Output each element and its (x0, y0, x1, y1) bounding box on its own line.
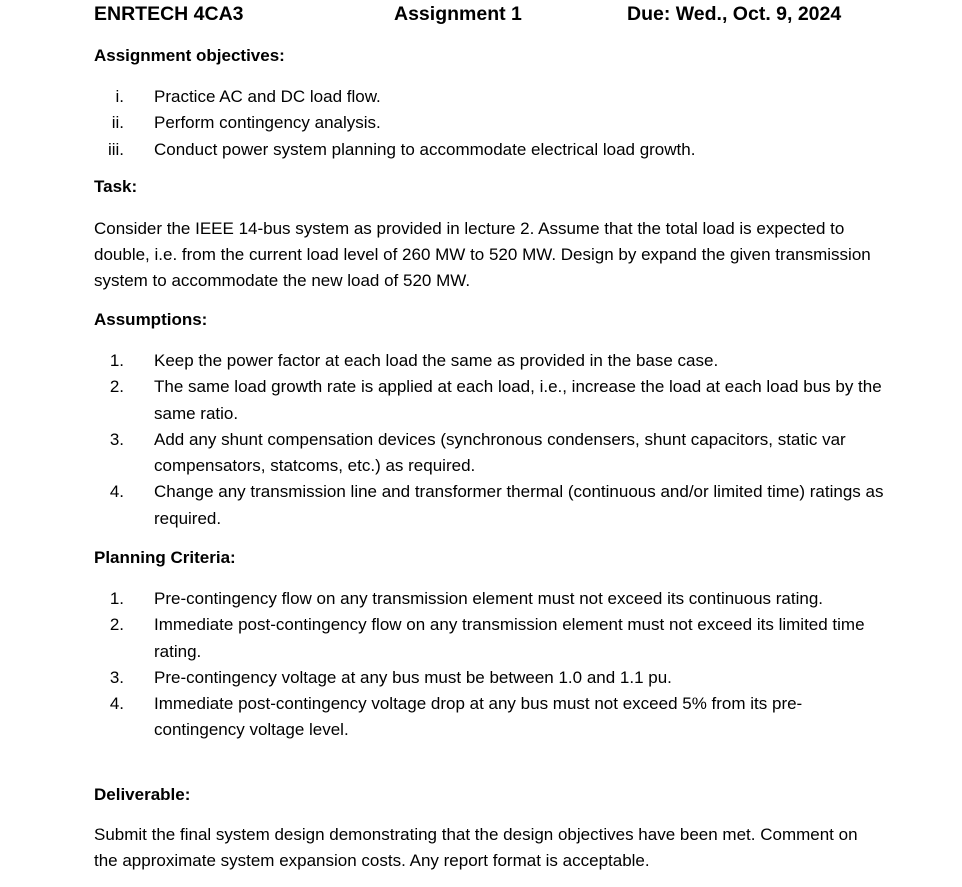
list-item-text: Immediate post-contingency voltage drop at any bus must not exceed 5% from its pre-contingency voltage level. (154, 694, 803, 740)
list-item (94, 348, 884, 374)
list-item-text: Change any transmission line and transformer thermal (continuous and/or limited time) ratings as required. (154, 482, 884, 528)
assumptions-list (94, 348, 884, 532)
list-marker: 3. (109, 667, 124, 687)
course-code: ENRTECH 4CA3 (94, 3, 244, 25)
list-item-text: Keep the power factor at each load the same as provided in the base case. (154, 351, 719, 370)
list-item-text: Add any shunt compensation devices (synchronous condensers, shunt capacitors, static var compensators, statcoms, etc.) as required. (154, 429, 846, 476)
document-header (94, 3, 894, 29)
list-item-text: Perform contingency analysis. (154, 113, 381, 133)
list-marker: 1. (109, 589, 124, 608)
assumptions-heading: Assumptions: (94, 310, 208, 329)
list-marker: 2. (109, 615, 124, 635)
list-marker: 4. (109, 482, 124, 502)
deliverable-paragraph: Submit the final system design demonstrating that the design objectives have been met. Comment on the approximate system expansion costs. Any report format is acceptable. (94, 825, 858, 870)
list-item-text: Conduct power system planning to accommodate electrical load growth. (154, 139, 696, 159)
list-item (94, 374, 884, 427)
list-item (94, 427, 884, 480)
list-item (94, 84, 884, 110)
list-marker: 4. (109, 694, 124, 714)
list-item (94, 586, 884, 612)
deliverable-heading: Deliverable: (94, 785, 191, 804)
list-item (94, 137, 884, 163)
list-item (94, 479, 884, 532)
list-item-text: Practice AC and DC load flow. (154, 87, 381, 106)
task-paragraph: Consider the IEEE 14-bus system as provided in lecture 2. Assume that the total load is expected to double, i.e. from the current load level of 260 MW to 520 MW. Design by expand the given transmission system to accommodate the new load of 520 MW. (94, 219, 871, 290)
list-item-text: Immediate post-contingency flow on any transmission element must not exceed its limited time rating. (154, 615, 865, 661)
list-item (94, 110, 884, 136)
criteria-heading: Planning Criteria: (94, 548, 236, 567)
list-item-text: Pre-contingency flow on any transmission element must not exceed its continuous rating. (154, 589, 824, 608)
list-marker: i. (115, 87, 124, 106)
list-item-text: Pre-contingency voltage at any bus must be between 1.0 and 1.1 pu. (154, 667, 672, 687)
list-marker: 1. (109, 351, 124, 370)
list-item (94, 612, 884, 665)
objectives-heading: Assignment objectives: (94, 46, 285, 65)
list-item-text: The same load growth rate is applied at each load, i.e., increase the load at each load bus by the same ratio. (154, 377, 882, 423)
assignment-title: Assignment 1 (394, 3, 522, 25)
list-item (94, 691, 884, 744)
criteria-list (94, 586, 884, 744)
due-date: Due: Wed., Oct. 9, 2024 (627, 3, 842, 25)
list-marker: 3. (109, 429, 124, 449)
list-item (94, 665, 884, 691)
list-marker: 2. (109, 377, 124, 397)
list-marker: iii. (107, 139, 124, 159)
task-heading: Task: (94, 177, 138, 196)
list-marker: ii. (111, 113, 124, 133)
objectives-list (94, 84, 884, 163)
